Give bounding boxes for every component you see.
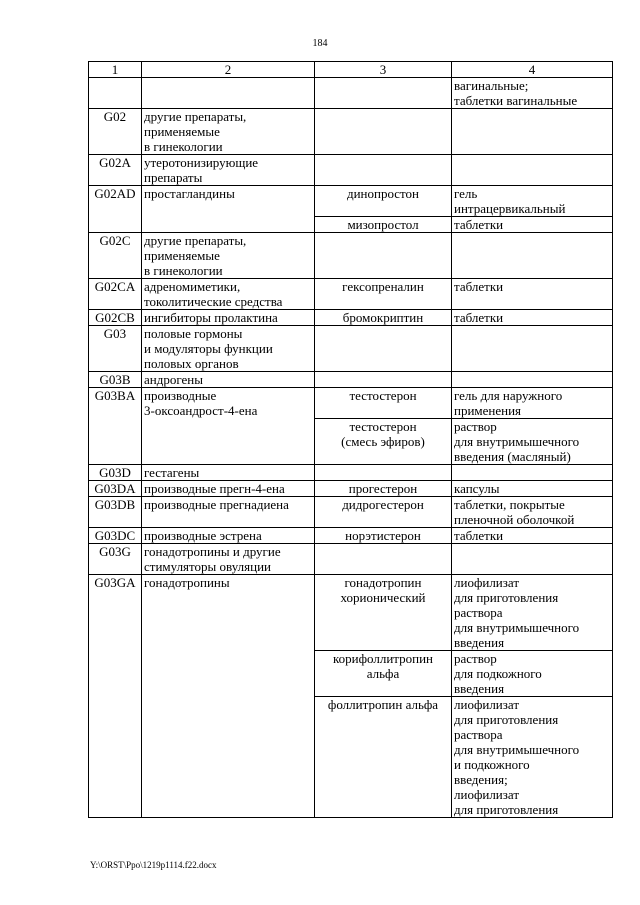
table-row xyxy=(89,233,613,279)
table-row xyxy=(89,78,613,109)
substance-cell: тестостерон (смесь эфиров) xyxy=(315,419,452,465)
group-name-cell: простагландины xyxy=(142,186,315,233)
atc-code-cell: G02CB xyxy=(89,310,142,326)
group-name-cell: производные прегн-4-ена xyxy=(142,481,315,497)
dosage-form-cell xyxy=(452,326,613,372)
dosage-form-cell: раствор для внутримышечного введения (масляный) xyxy=(452,419,613,465)
dosage-form-cell xyxy=(452,544,613,575)
atc-code-cell: G02A xyxy=(89,155,142,186)
substance-cell: фоллитропин альфа xyxy=(315,697,452,818)
dosage-form-cell xyxy=(452,233,613,279)
column-header: 3 xyxy=(315,62,452,78)
column-header: 4 xyxy=(452,62,613,78)
substance-cell xyxy=(315,465,452,481)
group-name-cell: гестагены xyxy=(142,465,315,481)
group-name-cell: производные прегнадиена xyxy=(142,497,315,528)
dosage-form-cell: таблетки xyxy=(452,528,613,544)
column-header: 2 xyxy=(142,62,315,78)
substance-cell: корифоллитропин альфа xyxy=(315,651,452,697)
dosage-form-cell: лиофилизат для приготовления раствора для внутримышечного и подкожного введения; лиофилизат для приготовления xyxy=(452,697,613,818)
dosage-form-cell: лиофилизат для приготовления раствора для внутримышечного введения xyxy=(452,575,613,651)
drug-classification-table xyxy=(88,61,613,818)
atc-code-cell: G03B xyxy=(89,372,142,388)
table-row xyxy=(89,326,613,372)
group-name-cell: другие препараты, применяемые в гинекологии xyxy=(142,109,315,155)
atc-code-cell xyxy=(89,78,142,109)
dosage-form-cell: вагинальные; таблетки вагинальные xyxy=(452,78,613,109)
table-row xyxy=(89,575,613,651)
dosage-form-cell xyxy=(452,109,613,155)
table-header-row xyxy=(89,62,613,78)
table-row xyxy=(89,155,613,186)
dosage-form-cell: раствор для подкожного введения xyxy=(452,651,613,697)
group-name-cell: производные эстрена xyxy=(142,528,315,544)
atc-code-cell: G03 xyxy=(89,326,142,372)
dosage-form-cell: капсулы xyxy=(452,481,613,497)
substance-cell: дидрогестерон xyxy=(315,497,452,528)
substance-cell: гонадотропин хорионический xyxy=(315,575,452,651)
dosage-form-cell: таблетки, покрытые пленочной оболочкой xyxy=(452,497,613,528)
substance-cell: тестостерон xyxy=(315,388,452,419)
table-row xyxy=(89,481,613,497)
group-name-cell: адреномиметики, токолитические средства xyxy=(142,279,315,310)
group-name-cell: производные 3-оксоандрост-4-ена xyxy=(142,388,315,465)
substance-cell xyxy=(315,544,452,575)
substance-cell xyxy=(315,78,452,109)
atc-code-cell: G03GA xyxy=(89,575,142,818)
table-row xyxy=(89,279,613,310)
table-row xyxy=(89,109,613,155)
atc-code-cell: G03DA xyxy=(89,481,142,497)
substance-cell xyxy=(315,233,452,279)
dosage-form-cell: таблетки xyxy=(452,279,613,310)
substance-cell: гексопреналин xyxy=(315,279,452,310)
atc-code-cell: G02AD xyxy=(89,186,142,233)
table-row xyxy=(89,544,613,575)
table-row xyxy=(89,528,613,544)
substance-cell xyxy=(315,155,452,186)
table-row xyxy=(89,186,613,217)
group-name-cell xyxy=(142,78,315,109)
table-row xyxy=(89,372,613,388)
substance-cell: динопростон xyxy=(315,186,452,217)
group-name-cell: утеротонизирующие препараты xyxy=(142,155,315,186)
atc-code-cell: G03DC xyxy=(89,528,142,544)
dosage-form-cell: таблетки xyxy=(452,217,613,233)
substance-cell xyxy=(315,372,452,388)
group-name-cell: ингибиторы пролактина xyxy=(142,310,315,326)
substance-cell xyxy=(315,326,452,372)
table-row xyxy=(89,465,613,481)
substance-cell xyxy=(315,109,452,155)
table-row xyxy=(89,497,613,528)
table-row xyxy=(89,310,613,326)
group-name-cell: половые гормоны и модуляторы функции половых органов xyxy=(142,326,315,372)
substance-cell: мизопростол xyxy=(315,217,452,233)
column-header: 1 xyxy=(89,62,142,78)
atc-code-cell: G03G xyxy=(89,544,142,575)
atc-code-cell: G03BA xyxy=(89,388,142,465)
dosage-form-cell: гель интрацервикальный xyxy=(452,186,613,217)
substance-cell: прогестерон xyxy=(315,481,452,497)
dosage-form-cell xyxy=(452,372,613,388)
substance-cell: норэтистерон xyxy=(315,528,452,544)
atc-code-cell: G02CA xyxy=(89,279,142,310)
atc-code-cell: G03DB xyxy=(89,497,142,528)
group-name-cell: гонадотропины и другие стимуляторы овуляции xyxy=(142,544,315,575)
dosage-form-cell xyxy=(452,155,613,186)
group-name-cell: андрогены xyxy=(142,372,315,388)
group-name-cell: другие препараты, применяемые в гинекологии xyxy=(142,233,315,279)
substance-cell: бромокриптин xyxy=(315,310,452,326)
page-number: 184 xyxy=(312,38,328,49)
dosage-form-cell: таблетки xyxy=(452,310,613,326)
group-name-cell: гонадотропины xyxy=(142,575,315,818)
atc-code-cell: G02 xyxy=(89,109,142,155)
dosage-form-cell: гель для наружного применения xyxy=(452,388,613,419)
table-row xyxy=(89,388,613,419)
document-path-footer: Y:\ORST\Ppo\1219p1114.f22.docx xyxy=(90,860,217,870)
atc-code-cell: G03D xyxy=(89,465,142,481)
atc-code-cell: G02C xyxy=(89,233,142,279)
dosage-form-cell xyxy=(452,465,613,481)
